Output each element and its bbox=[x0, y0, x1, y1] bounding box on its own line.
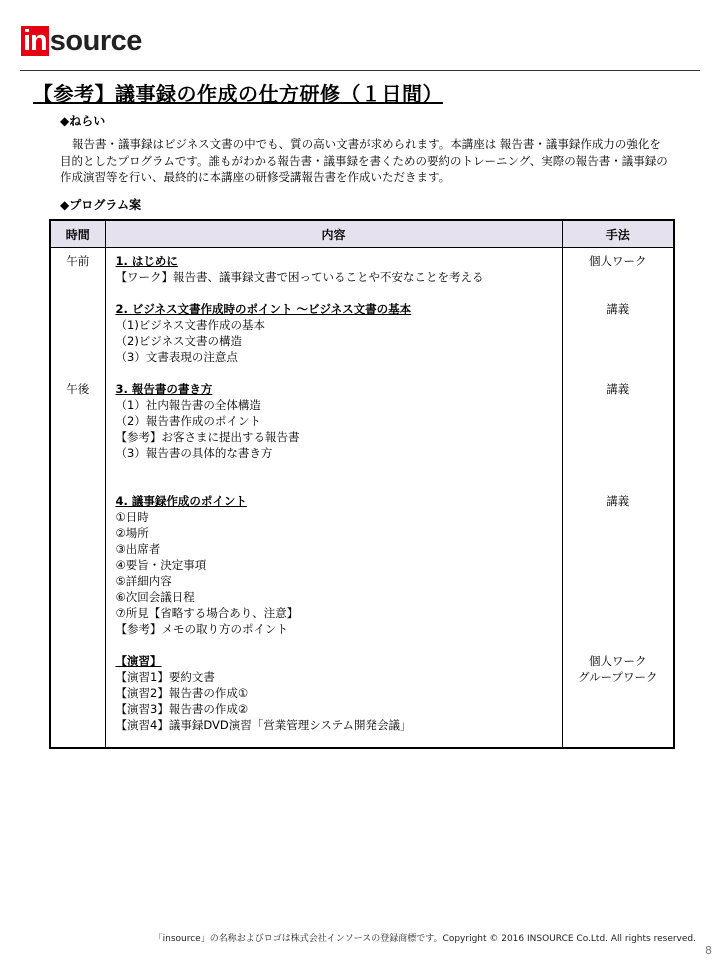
section-5-item: 【演習3】報告書の作成② bbox=[115, 702, 249, 716]
method-4: 講義 bbox=[606, 494, 630, 508]
method-5a: 個人ワーク bbox=[589, 654, 647, 668]
aim-body: 報告書・議事録はビジネス文書の中でも、質の高い文書が求められます。本講座は 報告書・議事録作成力の強化を目的としたプログラムです。誰もがわかる報告書・議事録を書くための要約のトレーニング、実際の報告書・議事録の作成演習等を行い、最終的に本講座の研修受講報告書を作成いただきます。 bbox=[60, 137, 668, 184]
section-4-item: ⑤詳細内容 bbox=[115, 574, 172, 588]
page-number: 8 bbox=[705, 944, 712, 957]
page-title: 【参考】議事録の作成の仕方研修（１日間） bbox=[33, 82, 443, 106]
time-pm: 午後 bbox=[66, 382, 90, 396]
section-2-item: （2)ビジネス文書の構造 bbox=[115, 334, 242, 348]
program-table bbox=[49, 219, 675, 749]
copyright-footer: 「insource」の名称およびロゴは株式会社インソースの登録商標です。Copyright © 2016 INSOURCE Co.Ltd. All rights reserved. bbox=[153, 934, 696, 944]
section-5-item: 【演習4】議事録DVD演習「営業管理システム開発会議」 bbox=[115, 718, 412, 732]
logo-in-mark: in bbox=[23, 25, 47, 57]
method-5b: グループワーク bbox=[577, 670, 658, 684]
section-5-title: 【演習】 bbox=[115, 654, 162, 668]
aim-heading: ◆ねらい bbox=[60, 114, 106, 128]
section-4-title: 4. 議事録作成のポイント bbox=[115, 494, 247, 508]
section-5-item: 【演習1】要約文書 bbox=[115, 670, 215, 684]
section-1-title: 1. はじめに bbox=[115, 254, 178, 268]
section-4-item: ⑥次回会議日程 bbox=[115, 590, 195, 604]
logo-source-text: source bbox=[49, 25, 142, 57]
table-header-row bbox=[50, 220, 674, 248]
section-3-item: （2）報告書作成のポイント bbox=[115, 414, 261, 428]
section-4-item: 【参考】メモの取り方のポイント bbox=[115, 622, 288, 636]
section-4-item: ①日時 bbox=[115, 510, 149, 524]
section-3-item: （3）報告書の具体的な書き方 bbox=[115, 446, 273, 460]
method-1: 個人ワーク bbox=[589, 254, 647, 268]
header-method: 手法 bbox=[562, 220, 674, 248]
content-cell bbox=[105, 248, 562, 749]
method-3: 講義 bbox=[606, 382, 630, 396]
table-body-row bbox=[50, 248, 674, 749]
section-5-item: 【演習2】報告書の作成① bbox=[115, 686, 249, 700]
section-3-title: 3. 報告書の書き方 bbox=[115, 382, 213, 396]
section-4-item: ④要旨・決定事項 bbox=[115, 558, 207, 572]
method-cell bbox=[562, 248, 674, 749]
program-heading: ◆プログラム案 bbox=[60, 198, 142, 212]
section-4-item: ⑦所見【省略する場合あり、注意】 bbox=[115, 606, 299, 620]
header-content: 内容 bbox=[105, 220, 562, 248]
time-cell bbox=[50, 248, 105, 749]
header-divider bbox=[20, 70, 700, 71]
section-2-item: （1)ビジネス文書作成の基本 bbox=[115, 318, 265, 332]
time-am: 午前 bbox=[66, 254, 90, 268]
section-2-item: （3）文書表現の注意点 bbox=[115, 350, 238, 364]
section-4-item: ③出席者 bbox=[115, 542, 161, 556]
section-3-item: 【参考】お客さまに提出する報告書 bbox=[115, 430, 300, 444]
insource-logo bbox=[21, 26, 142, 56]
method-2: 講義 bbox=[606, 302, 630, 316]
section-2-title: 2. ビジネス文書作成時のポイント 〜ビジネス文書の基本 bbox=[115, 302, 412, 316]
section-1-item: 【ワーク】報告書、議事録文書で困っていることや不安なことを考える bbox=[115, 270, 484, 284]
header-time: 時間 bbox=[50, 220, 105, 248]
section-4-item: ②場所 bbox=[115, 526, 149, 540]
section-3-item: （1）社内報告書の全体構造 bbox=[115, 398, 261, 412]
